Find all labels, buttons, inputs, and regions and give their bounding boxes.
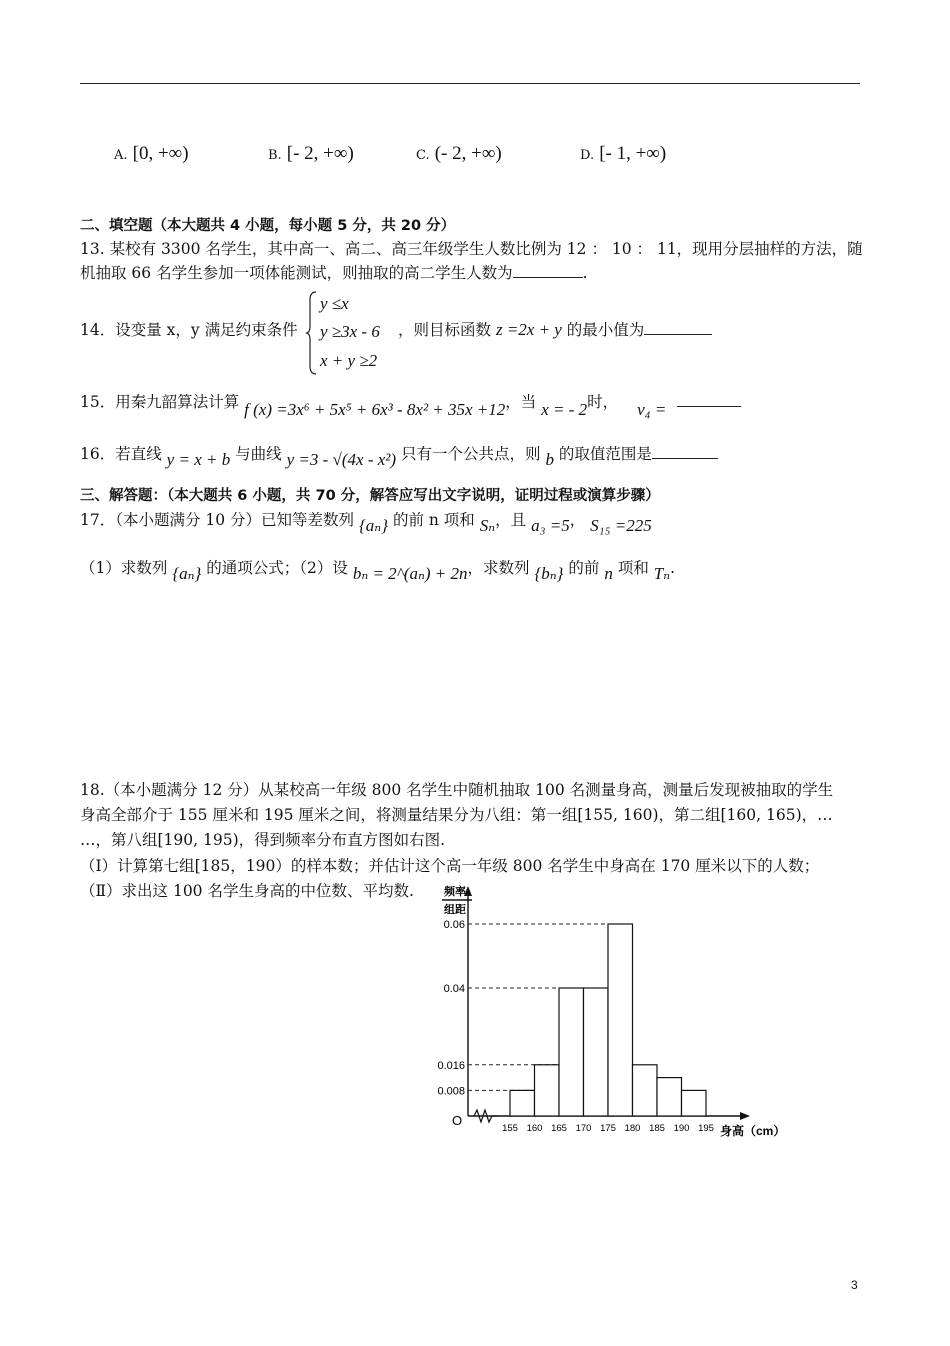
option-d [580, 143, 666, 165]
q16-prefix: 16．若直线 [80, 445, 162, 463]
section-title-fill-in: 二、填空题（本大题共 4 小题，每小题 5 分，共 20 分） [80, 218, 456, 234]
q17-comma: ， [569, 511, 586, 529]
q15-x-value: x = - 2 [541, 400, 588, 419]
y-label-bottom: 组距 [444, 904, 466, 916]
q14-constraint-3: x + y ≥2 [320, 351, 378, 370]
x-tick-label: 195 [698, 1123, 714, 1134]
constraint-brace [306, 290, 318, 376]
q17-s15: S₁₅ =225 [590, 516, 652, 535]
x-tick-label: 180 [624, 1123, 641, 1134]
q16 [80, 444, 718, 469]
answer-blank [513, 277, 583, 278]
option-letter: C. [416, 148, 430, 163]
y-label-top: 频率 [444, 886, 466, 898]
option-a [114, 143, 189, 165]
option-expr: [- 1, +∞) [599, 143, 667, 164]
q17-prefix: 17．（本小题满分 10 分）已知等差数列 [80, 511, 355, 529]
frequency-histogram [420, 880, 800, 1150]
x-axis-arrow-icon [740, 1112, 750, 1120]
q17-parts [80, 558, 676, 583]
q18-line3: …，第八组[190, 195)，得到频率分布直方图如右图. [80, 831, 446, 849]
x-tick-label: 170 [575, 1123, 592, 1134]
answer-blank [677, 406, 741, 407]
histogram-bar [608, 924, 633, 1116]
q18-line2: 身高全部介于 155 厘米和 195 厘米之间，将测量结果分为八组：第一组[155, 160)，第二组[160, 165)，… [80, 806, 833, 824]
option-b [268, 143, 354, 165]
q17-stem [80, 510, 652, 535]
histogram-bar [535, 1065, 560, 1116]
option-expr: (- 2, +∞) [434, 143, 502, 164]
origin-label: O [452, 1113, 463, 1128]
q17-tn: Tₙ [653, 564, 671, 583]
q18-line1: 18.（本小题满分 12 分）从某校高一年级 800 名学生中随机抽取 100 名测量身高，测量后发现被抽取的学生 [80, 781, 834, 799]
q16-curve: y =3 - √(4x - x²) [286, 450, 397, 469]
option-letter: A. [114, 148, 128, 163]
q17-front: 的前 [568, 559, 600, 577]
q17-an: {aₙ} [359, 516, 388, 535]
q16-only: 只有一个公共点，则 [400, 445, 541, 463]
q15-function: f (x) =3x⁶ + 5x⁵ + 6x³ - 8x² + 35x +12 [244, 400, 506, 419]
x-tick-label: 165 [551, 1123, 567, 1134]
option-c [416, 143, 502, 165]
q14-constraint-1: y ≤x [320, 294, 349, 313]
q16-b: b [545, 450, 554, 469]
q15-when: ，当 [505, 393, 537, 411]
q14-prefix: 14．设变量 x，y 满足约束条件 [80, 321, 298, 339]
q17-bn: {bₙ} [534, 564, 564, 583]
q17-part1-text: 的通项公式；（2）设 [206, 559, 348, 577]
q13-line1: 13. 某校有 3300 名学生，其中高一、高二、高三年级学生人数比例为 12 ： 10 ： 11，现用分层抽样的方法，随 [80, 240, 863, 258]
q17-a3: a₃ =5 [531, 516, 570, 535]
q13-end: . [582, 264, 588, 282]
q17-part1: （1）求数列 [80, 559, 168, 577]
q17-bn-def: bₙ = 2^(aₙ) + 2n [352, 564, 468, 583]
q13-line2 [80, 263, 588, 283]
y-tick-label: 0.008 [437, 1085, 465, 1098]
y-tick-label: 0.06 [443, 919, 465, 931]
q14-suffix: 的最小值为 [566, 321, 645, 339]
q15-prefix: 15．用秦九韶算法计算 [80, 393, 240, 411]
histogram-bar [682, 1090, 707, 1116]
histogram-bar [633, 1065, 658, 1116]
option-expr: [0, +∞) [132, 143, 189, 164]
histogram-bar [510, 1090, 535, 1116]
q18-part2: （Ⅱ）求出这 100 名学生身高的中位数、平均数. [80, 882, 414, 900]
section-title-solutions: 三、解答题：（本大题共 6 小题，共 70 分，解答应写出文字说明，证明过程或演算步骤） [80, 488, 660, 504]
q17-part2-text: ，求数列 [467, 559, 530, 577]
answer-blank [652, 458, 718, 459]
q16-line: y = x + b [166, 450, 231, 469]
x-tick-label: 175 [600, 1123, 616, 1134]
option-expr: [- 2, +∞) [286, 143, 354, 164]
y-tick-label: 0.016 [437, 1059, 465, 1072]
q17-sn: Sₙ [479, 516, 496, 535]
x-tick-label: 155 [502, 1123, 518, 1134]
x-tick-label: 160 [526, 1123, 543, 1134]
q15-time: 时， [587, 393, 619, 411]
q14-constraint-2: y ≥3x - 6 [320, 322, 380, 341]
x-tick-label: 185 [649, 1123, 665, 1134]
header-rule [80, 83, 860, 84]
q14-mid: ，则目标函数 [398, 321, 492, 339]
y-tick-label: 0.04 [443, 983, 465, 995]
q14-objective: z =2x + y [495, 320, 562, 339]
q15-v4: v₄ = [637, 400, 667, 419]
option-letter: B. [268, 148, 282, 163]
answer-blank [644, 334, 712, 335]
x-tick-label: 190 [673, 1123, 690, 1134]
histogram-bar [584, 988, 609, 1116]
option-letter: D. [580, 148, 595, 163]
q17-n: n [604, 564, 613, 583]
x-axis-label: 身高（cm） [720, 1124, 786, 1138]
q17-sum: 的前 n 项和 [392, 511, 475, 529]
q17-end: . [670, 559, 676, 577]
histogram-bar [559, 988, 584, 1116]
q17-sumof: 项和 [617, 559, 649, 577]
q17-and: ，且 [495, 511, 527, 529]
page-number: 3 [851, 1278, 858, 1292]
histogram-bar [657, 1078, 682, 1116]
q13-text: 机抽取 66 名学生参加一项体能测试，则抽取的高二学生人数为 [80, 264, 513, 282]
q16-range: 的取值范围是 [558, 445, 652, 463]
q15 [80, 392, 741, 419]
q17-p1-an: {aₙ} [172, 564, 202, 583]
q18-part1: （Ⅰ）计算第七组[185，190）的样本数；并估计这个高一年级 800 名学生中身高在 170 厘米以下的人数； [80, 857, 820, 875]
q14-rest [398, 320, 712, 340]
q16-with: 与曲线 [235, 445, 282, 463]
